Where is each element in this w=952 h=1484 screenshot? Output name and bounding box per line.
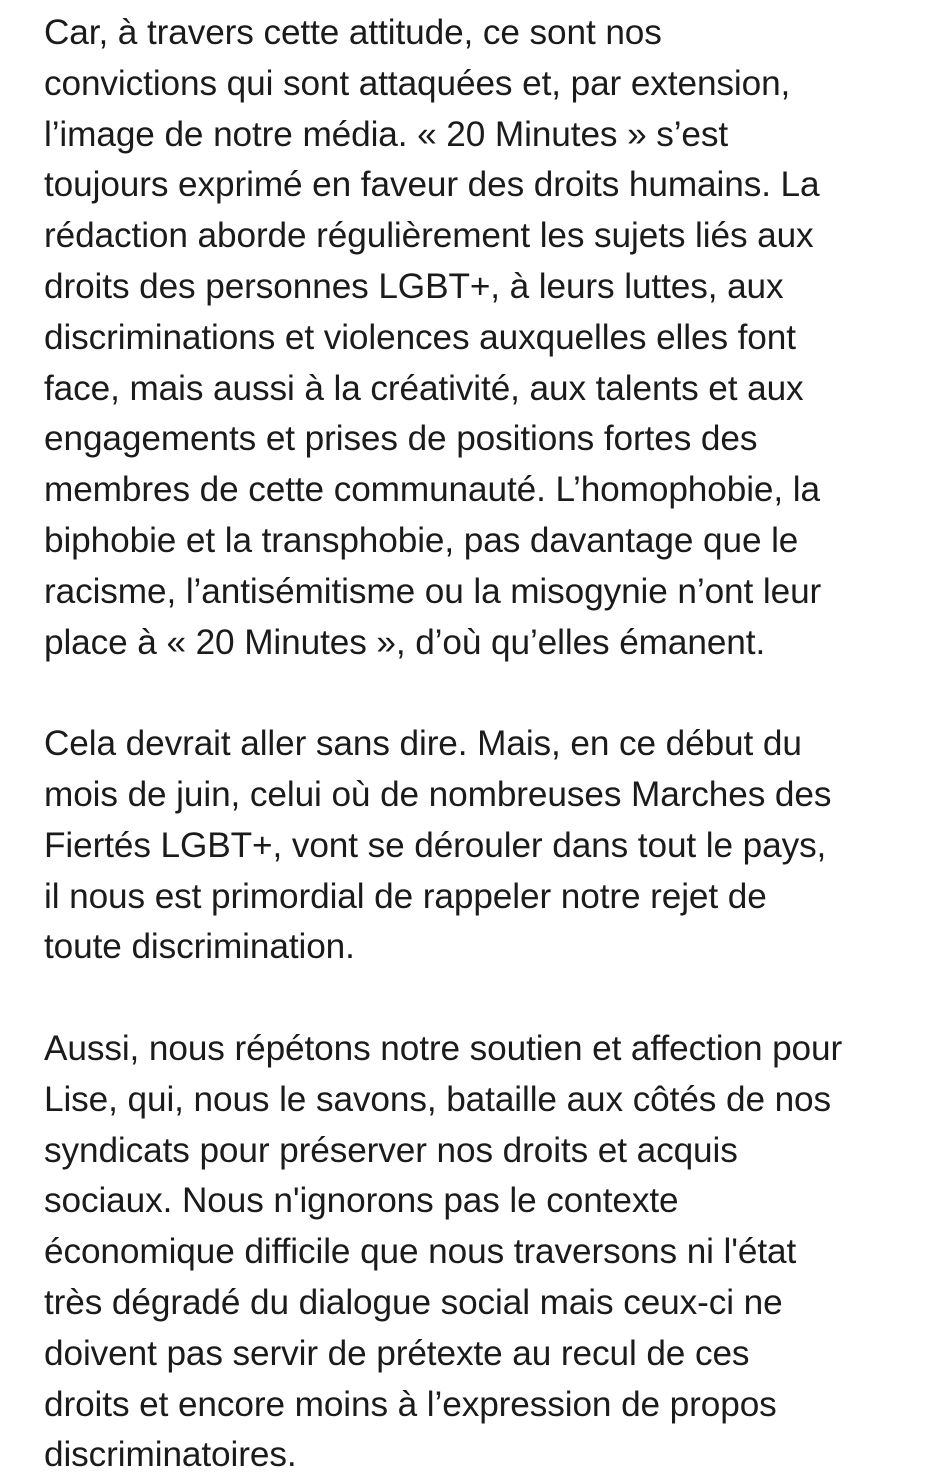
text-line: membres de cette communauté. L’homophobie, la	[44, 470, 820, 510]
text-line: mois de juin, celui où de nombreuses Marches des	[44, 774, 832, 814]
text-line: racisme, l’antisémitisme ou la misogynie n’ont leur	[44, 571, 822, 611]
article-body	[44, 8, 934, 1481]
text-line: discriminations et violences auxquelles elles font	[44, 317, 796, 357]
text-line: doivent pas servir de prétexte au recul de ces	[44, 1333, 750, 1373]
text-line: toujours exprimé en faveur des droits humains. La	[44, 165, 820, 205]
text-line: droits et encore moins à l’expression de propos	[44, 1384, 777, 1424]
text-line: Car, à travers cette attitude, ce sont nos	[44, 13, 662, 52]
text-line: Lise, qui, nous le savons, bataille aux côtés de nos	[44, 1079, 832, 1119]
text-line: discriminatoires.	[44, 1435, 297, 1475]
text-line: très dégradé du dialogue social mais ceux-ci ne	[44, 1282, 783, 1322]
paragraph-2	[44, 719, 934, 973]
text-line: biphobie et la transphobie, pas davantage que le	[44, 520, 799, 560]
text-line: engagements et prises de positions fortes des	[44, 419, 758, 459]
text-line: droits des personnes LGBT+, à leurs luttes, aux	[44, 266, 784, 306]
text-line: Fiertés LGBT+, vont se dérouler dans tout le pays,	[44, 825, 827, 865]
text-line: l’image de notre média. « 20 Minutes » s’est	[44, 114, 729, 154]
text-line: sociaux. Nous n'ignorons pas le contexte	[44, 1181, 679, 1221]
text-line: économique difficile que nous traversons ni l'état	[44, 1232, 797, 1272]
text-line: il nous est primordial de rappeler notre rejet de	[44, 876, 767, 916]
text-line: Aussi, nous répétons notre soutien et affection pour	[44, 1028, 843, 1068]
text-line: rédaction aborde régulièrement les sujets liés aux	[44, 216, 814, 256]
text-line: toute discrimination.	[44, 927, 355, 967]
paragraph-1	[44, 8, 934, 668]
text-line: face, mais aussi à la créativité, aux talents et aux	[44, 368, 804, 408]
text-line: place à « 20 Minutes », d’où qu’elles émanent.	[44, 622, 766, 662]
text-line: convictions qui sont attaquées et, par extension,	[44, 63, 791, 103]
text-line: Cela devrait aller sans dire. Mais, en ce début du	[44, 724, 802, 764]
paragraph-3	[44, 1024, 934, 1481]
text-line: syndicats pour préserver nos droits et acquis	[44, 1130, 738, 1170]
